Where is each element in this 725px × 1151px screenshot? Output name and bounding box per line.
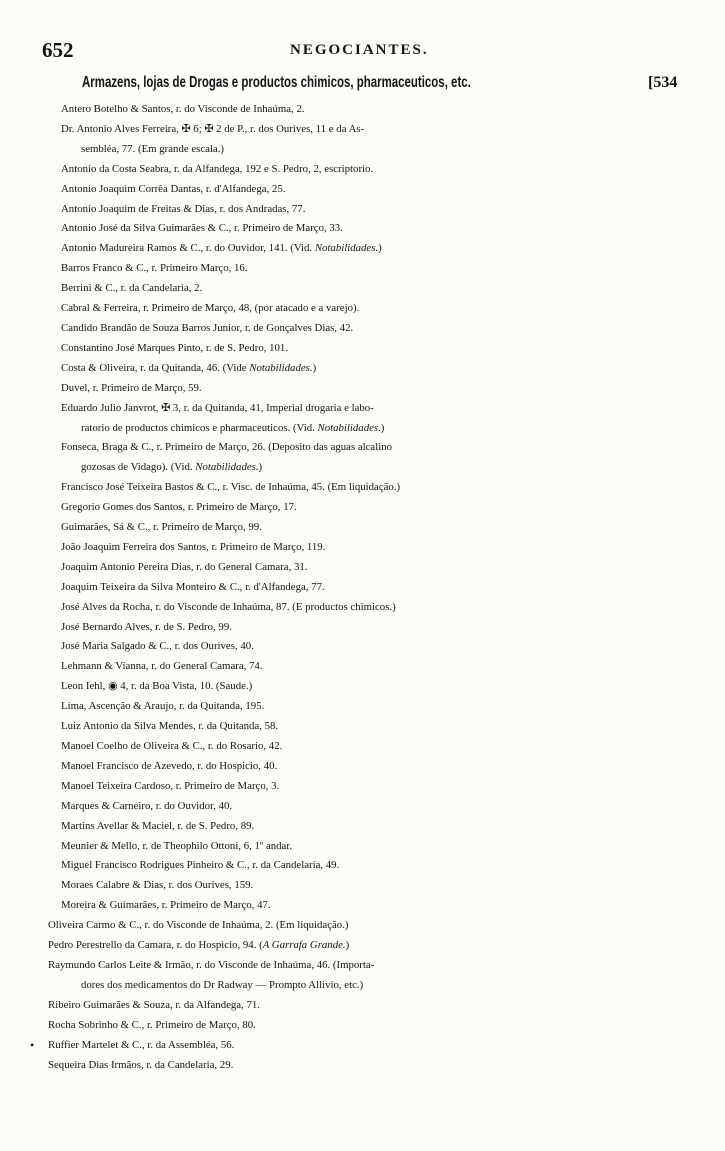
entry-text: Berrini & C., r. da Candelaria, 2. bbox=[61, 282, 203, 295]
list-item bbox=[0, 319, 725, 339]
list-item-continuation bbox=[0, 140, 725, 160]
entry-italic-text: A Garrafa Grande. bbox=[262, 939, 346, 952]
entry-text: Duvel, r. Primeiro de Março, 59. bbox=[61, 381, 202, 394]
list-item bbox=[0, 299, 725, 319]
list-item bbox=[0, 558, 725, 578]
entry-text: Antonio José da Silva Guimarães & C., r. Primeiro de Março, 33. bbox=[61, 222, 343, 235]
entry-text: Luiz Antonio da Silva Mendes, r. da Quitanda, 58. bbox=[61, 720, 279, 733]
list-item bbox=[0, 757, 725, 777]
list-item bbox=[0, 618, 725, 638]
entry-text: Moraes Calabre & Dias, r. dos Ourives, 159. bbox=[61, 879, 254, 892]
list-item bbox=[0, 160, 725, 180]
list-item bbox=[0, 916, 725, 936]
entry-text: José Maria Salgado & C., r. dos Ourives, 40. bbox=[61, 640, 254, 653]
list-item bbox=[0, 279, 725, 299]
entry-text: Miguel Francisco Rodrigues Pinheiro & C., r. da Candelaria, 49. bbox=[61, 859, 340, 872]
entry-text: Cabral & Ferreira, r. Primeiro de Março, 48, (por atacado e a varejo). bbox=[61, 302, 360, 315]
list-item bbox=[0, 100, 725, 120]
list-item bbox=[0, 1036, 725, 1056]
entry-text: .) bbox=[378, 421, 385, 434]
list-item bbox=[0, 717, 725, 737]
entry-text: José Alves da Rocha, r. do Visconde de Inhaúma, 87. (E productos chimicos.) bbox=[61, 600, 396, 613]
entry-text: ) bbox=[258, 461, 263, 474]
entry-text: Barros Franco & C., r. Primeiro Março, 16. bbox=[61, 262, 248, 275]
section-number: [534 bbox=[648, 74, 678, 91]
entry-text: Constantino José Marques Pinto, r. de S. Pedro, 101. bbox=[61, 341, 289, 354]
entry-italic-text: Notabilidades bbox=[317, 421, 379, 434]
list-item bbox=[0, 996, 725, 1016]
entry-text: Antero Botelho & Santos, r. do Visconde de Inhaúma, 2. bbox=[61, 103, 305, 115]
list-item-continuation bbox=[0, 419, 725, 439]
entry-text: Moreira & Guimarães, r. Primeiro de Março, 47. bbox=[61, 899, 271, 912]
list-item bbox=[0, 259, 725, 279]
list-item bbox=[0, 697, 725, 717]
list-item bbox=[0, 797, 725, 817]
list-item-continuation bbox=[0, 458, 725, 478]
entry-text: Manoel Francisco de Azevedo, r. do Hospicio, 40. bbox=[61, 759, 278, 772]
entry-text: ) bbox=[378, 242, 382, 255]
list-item-continuation bbox=[0, 976, 725, 996]
list-item bbox=[0, 936, 725, 956]
list-item bbox=[0, 856, 725, 876]
entry-italic-text: Notabilidades. bbox=[195, 461, 259, 474]
list-item bbox=[0, 637, 725, 657]
list-item bbox=[0, 200, 725, 220]
entry-text: Manoel Coelho de Oliveira & C., r. do Rosario, 42. bbox=[61, 740, 283, 752]
list-item bbox=[0, 876, 725, 896]
entry-text: Joaquim Teixeira da Silva Monteiro & C., r. d'Alfandega, 77. bbox=[61, 580, 325, 593]
entry-text: Gregorio Gomes dos Santos, r. Primeiro de Março, 17. bbox=[61, 501, 297, 514]
entry-text: gozosas de Vidago). (Vid. bbox=[81, 461, 196, 474]
entry-text: Martins Avellar & Maciel, r. de S. Pedro, 89. bbox=[61, 819, 255, 832]
entry-text: Joaquim Antonio Pereira Dias, r. do General Camara, 31. bbox=[61, 560, 308, 573]
entry-text: Candido Brandão de Souza Barros Junior, r. de Gonçalves Dias, 42. bbox=[61, 321, 354, 334]
entry-text: Antonio Madureira Ramos & C., r. do Ouvidor, 141. (Vid. bbox=[61, 242, 315, 255]
entry-text: sembléa, 77. (Em grande escala.) bbox=[81, 142, 224, 155]
list-item bbox=[0, 817, 725, 837]
list-item bbox=[0, 219, 725, 239]
list-item bbox=[0, 657, 725, 677]
entry-text: Manoel Teixeira Cardoso, r. Primeiro de Março, 3. bbox=[61, 779, 280, 792]
list-item bbox=[0, 518, 725, 538]
list-item bbox=[0, 598, 725, 618]
entry-text: Eduardo Julio Janvrot, ✠ 3, r. da Quitanda, 41, Imperial drogaria e labo- bbox=[61, 401, 374, 414]
list-item bbox=[0, 737, 725, 757]
list-item bbox=[0, 180, 725, 200]
entry-text: Meunier & Mello, r. de Theophilo Ottoni, 6, 1º andar. bbox=[61, 839, 293, 852]
entry-text: Oliveira Carmo & C., r. do Visconde de Inhaúma, 2. (Em liquidação.) bbox=[48, 919, 349, 932]
page-header bbox=[0, 0, 725, 91]
list-item bbox=[0, 379, 725, 399]
list-item bbox=[0, 399, 725, 419]
entry-text: Lehmann & Vianna, r. do General Camara, 74. bbox=[61, 660, 263, 673]
list-item bbox=[0, 120, 725, 140]
entry-text: Rocha Sobrinho & C., r. Primeiro de Março, 80. bbox=[48, 1018, 256, 1031]
entry-italic-text: Notabilidades. bbox=[249, 361, 313, 374]
list-item bbox=[0, 578, 725, 598]
list-item bbox=[0, 956, 725, 976]
entry-text: Leon Iehl, ◉ 4, r. da Boa Vista, 10. (Saude.) bbox=[61, 680, 253, 693]
list-item bbox=[0, 498, 725, 518]
list-item bbox=[0, 777, 725, 797]
list-item bbox=[0, 438, 725, 458]
entry-text: ) bbox=[312, 361, 317, 374]
entry-text: Pedro Perestrello da Camara, r. do Hospicio, 94. ( bbox=[48, 939, 263, 952]
list-item bbox=[0, 1016, 725, 1036]
list-item bbox=[0, 677, 725, 697]
running-title: NEGOCIANTES. bbox=[290, 42, 429, 58]
entry-text: Antonio Joaquim de Freitas & Dias, r. dos Andradas, 77. bbox=[61, 202, 306, 215]
entry-text: José Bernardo Alves, r. de S. Pedro, 99. bbox=[61, 620, 232, 633]
entry-text: Antonio da Costa Seabra, r. da Alfandega, 192 e S. Pedro, 2, escriptorio. bbox=[61, 162, 374, 175]
list-item bbox=[0, 478, 725, 498]
entry-text: Ribeiro Guimarães & Souza, r. da Alfandega, 71. bbox=[48, 998, 260, 1011]
entry-text: Costa & Oliveira, r. da Quitanda, 46. (Vide bbox=[61, 361, 250, 374]
list-item bbox=[0, 896, 725, 916]
entry-text: Ruffier Martelet & C., r. da Assembléa, 56. bbox=[48, 1038, 235, 1051]
entry-text: João Joaquim Ferreira dos Santos, r. Primeiro de Março, 119. bbox=[61, 540, 326, 553]
entry-text: Guimarães, Sá & C., r. Primeiro de Março, 99. bbox=[61, 521, 262, 534]
entry-text: ratorio de productos chimicos e pharmaceuticos. (Vid. bbox=[81, 421, 318, 434]
entry-text: dores dos medicamentos do Dr Radway — Prompto Allivio, etc.) bbox=[81, 978, 364, 991]
entry-text: Dr. Antonio Alves Ferreira, ✠ 6; ✠ 2 de P., r. dos Ourives, 11 e da As- bbox=[61, 122, 365, 135]
entry-text: Sequeira Dias Irmãos, r. da Candelaria, 29. bbox=[48, 1058, 234, 1071]
entry-text: Fonseca, Braga & C., r. Primeiro de Março, 26. (Deposito das aguas alcalino bbox=[61, 441, 393, 454]
page-number: 652 bbox=[42, 38, 74, 62]
list-item bbox=[0, 239, 725, 259]
section-heading: Armazens, lojas de Drogas e productos chimicos, pharmaceuticos, etc. bbox=[82, 74, 471, 91]
entry-text: Lima, Ascenção & Araujo, r. da Quitanda, 195. bbox=[61, 700, 265, 713]
margin-mark: • bbox=[30, 1037, 35, 1052]
list-item bbox=[0, 339, 725, 359]
entry-text: Francisco José Teixeira Bastos & C., r. Visc. de Inhaúma, 45. (Em liquidação.) bbox=[61, 481, 401, 494]
entry-text: Raymundo Carlos Leite & Irmão, r. do Visconde de Inhaúma, 46. (Importa- bbox=[48, 958, 375, 971]
list-item bbox=[0, 1056, 725, 1076]
directory-list bbox=[0, 100, 725, 1075]
entry-text: Marques & Carneiro, r. do Ouvidor, 40. bbox=[61, 799, 233, 812]
entry-italic-text: Notabilidades. bbox=[314, 242, 379, 255]
list-item bbox=[0, 359, 725, 379]
entry-text: ) bbox=[345, 939, 350, 952]
entry-text: Antonio Joaquim Corrêa Dantas, r. d'Alfandega, 25. bbox=[61, 182, 286, 195]
list-item bbox=[0, 837, 725, 857]
list-item bbox=[0, 538, 725, 558]
